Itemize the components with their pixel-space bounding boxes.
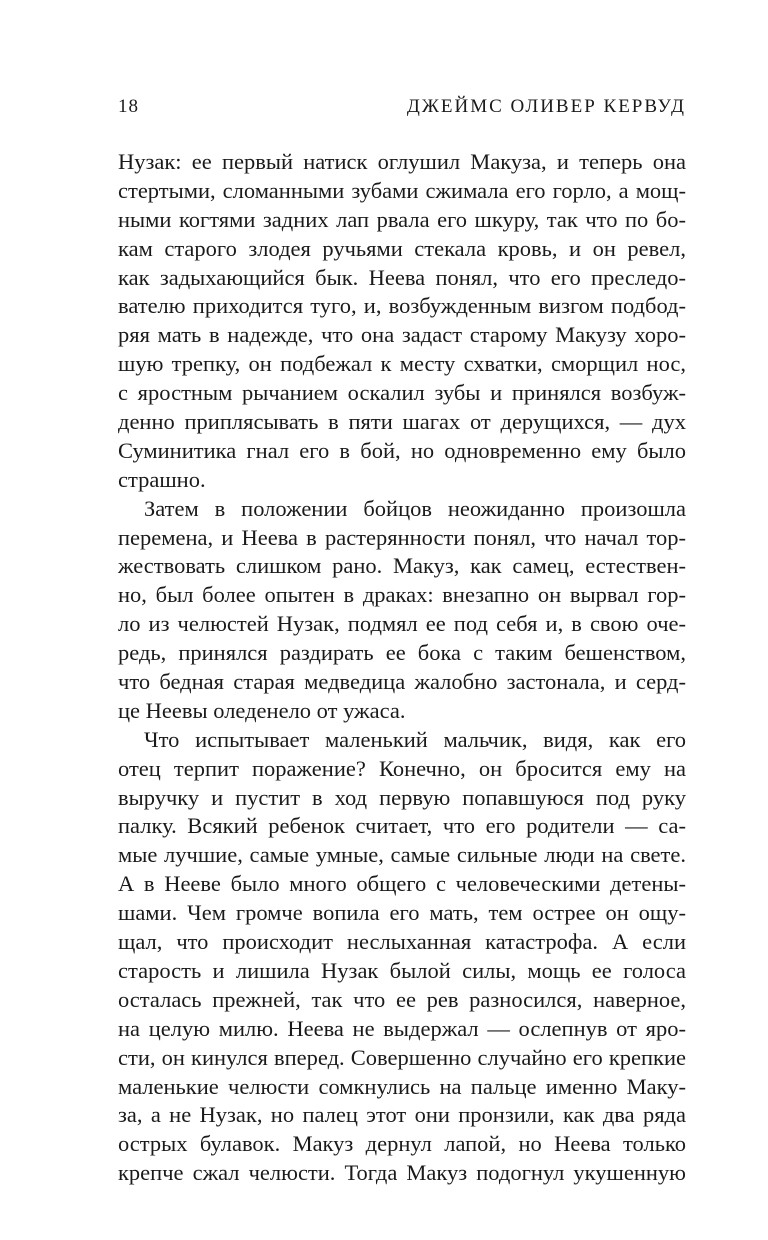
text-line: крепче сжал челюсти. Тогда Макуз подогнул укушенную [118,1160,686,1186]
text-line: вателю приходится туго, и, возбужденным визгом подбод- [118,293,686,319]
text-line: Затем в положении бойцов неожиданно произошла [144,495,686,521]
text-line: А в Нееве было много общего с человеческими детены- [118,871,686,897]
running-head-author: ДЖЕЙМС ОЛИВЕР КЕРВУД [406,96,686,117]
text-line: перемена, и Неева в растерянности понял, что начал тор- [118,524,686,550]
text-line: на целую милю. Неева не выдержал — ослепнув от яро- [118,1015,686,1041]
text-line: Суминитика гнал его в бой, но одновременно ему было [118,437,686,463]
text-line: палку. Всякий ребенок считает, что его родители — са- [118,813,686,839]
text-line: ными когтями задних лап рвала его шкуру, так что по бо- [118,206,686,232]
text-line: отец терпит поражение? Конечно, он бросится ему на [118,755,686,781]
text-line: жествовать слишком рано. Макуз, как самец, естествен- [118,553,686,579]
text-line: за, а не Нузак, но палец этот они пронзили, как два ряда [118,1102,686,1128]
text-line: как задыхающийся бык. Неева понял, что его преследо- [118,264,686,290]
page-number: 18 [118,96,139,117]
text-line: кам старого злодея ручьями стекала кровь, и он ревел, [118,235,686,261]
paragraph-1 [118,148,686,495]
text-line: но, был более опытен в драках: внезапно он вырвал гор- [118,582,686,608]
paragraph-3 [118,726,686,1188]
text-line: мые лучшие, самые умные, самые сильные люди на свете. [118,842,686,868]
text-line: осталась прежней, так что ее рев разносился, наверное, [118,986,686,1012]
text-line: денно приплясывать в пяти шагах от дерущихся, — дух [118,409,686,435]
text-line: редь, принялся раздирать ее бока с таким бешенством, [118,640,686,666]
text-line: сти, он кинулся вперед. Совершенно случайно его крепкие [118,1044,686,1070]
text-line: ряя мать в надежде, что она задаст старому Макузу хоро- [118,322,686,348]
page-header [118,96,686,126]
text-line: Что испытывает маленький мальчик, видя, как его [144,726,686,752]
text-line: це Неевы оледенело от ужаса. [118,697,406,723]
text-line: что бедная старая медведица жалобно застонала, и серд- [118,669,686,695]
text-line: выручку и пустит в ход первую попавшуюся под руку [118,784,686,810]
text-line: Нузак: ее первый натиск оглушил Макуза, и теперь она [118,149,686,174]
text-line: шами. Чем громче вопила его мать, тем острее он ощу- [118,900,686,926]
text-line: щал, что происходит неслыханная катастрофа. А если [118,929,686,955]
text-line: старость и лишила Нузак былой силы, мощь ее голоса [118,957,686,983]
text-line: маленькие челюсти сомкнулись на пальце именно Маку- [118,1073,686,1099]
text-line: острых булавок. Макуз дернул лапой, но Неева только [118,1131,686,1157]
paragraph-2 [118,495,686,726]
text-line: стертыми, сломанными зубами сжимала его горло, а мощ- [118,177,686,203]
text-body [118,148,686,1188]
text-line: с яростным рычанием оскалил зубы и принялся возбуж- [118,380,686,406]
text-line: шую трепку, он подбежал к месту схватки, сморщил нос, [118,351,686,377]
text-line: ло из челюстей Нузак, подмял ее под себя и, в свою оче- [118,611,686,637]
text-line: страшно. [118,466,206,492]
